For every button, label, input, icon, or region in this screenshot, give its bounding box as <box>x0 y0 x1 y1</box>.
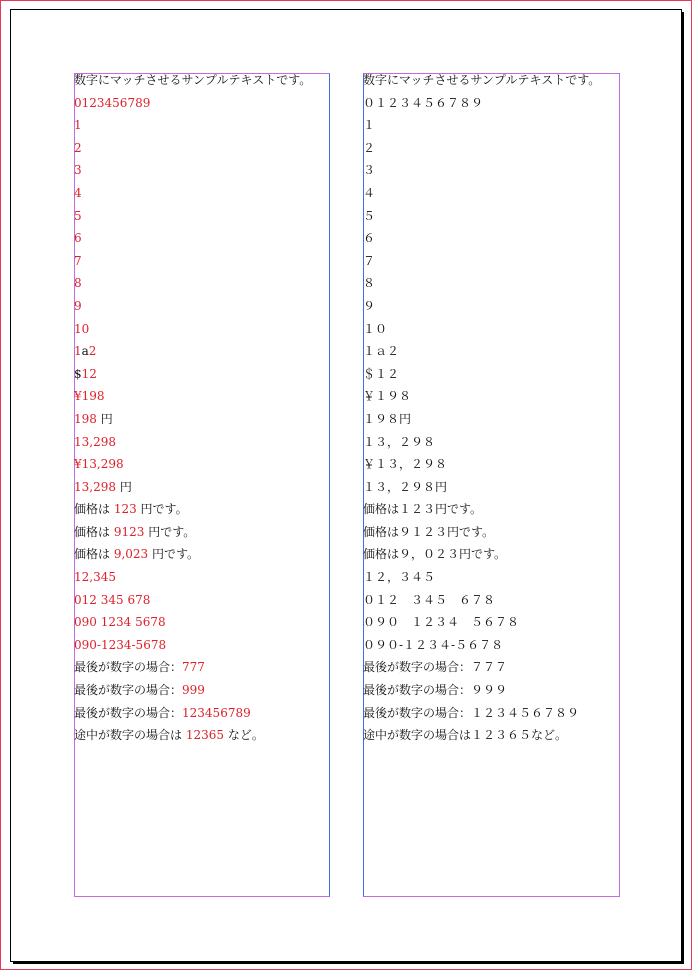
right-text-line: １ <box>363 118 376 133</box>
left-text-line <box>74 521 328 544</box>
left-text-line <box>74 318 328 341</box>
text-run: 数字にマッチさせるサンプルテキストです。 <box>74 73 312 87</box>
highlighted-number: 13,298 <box>74 479 116 494</box>
right-text-line: ￥１９８ <box>363 389 412 404</box>
highlighted-number: ¥198 <box>74 389 105 404</box>
left-text-line <box>74 611 328 634</box>
left-column-text <box>74 69 328 747</box>
right-text-line: １３，２９８ <box>363 434 436 449</box>
left-text-line <box>74 408 328 431</box>
highlighted-number: 123 <box>113 502 137 517</box>
highlighted-number: 13,298 <box>74 434 116 449</box>
highlighted-number: 1 <box>74 118 82 133</box>
left-text-line <box>74 159 328 182</box>
left-text-line <box>74 295 328 318</box>
right-text-line: １０ <box>363 321 388 336</box>
right-text-line: １２，３４５ <box>363 570 436 585</box>
right-text-line: 最後が数字の場合：７７７ <box>363 660 508 675</box>
right-text-line: ７ <box>363 253 376 268</box>
highlighted-number: 1 <box>74 344 82 359</box>
highlighted-number: 012 345 678 <box>74 592 151 607</box>
text-run: 価格は <box>74 524 114 539</box>
left-text-line <box>74 453 328 476</box>
right-text-line: 価格は９１２３円です。 <box>363 524 495 539</box>
text-run: $ <box>74 366 82 381</box>
right-text-line: 最後が数字の場合：１２３４５６７８９ <box>363 705 580 720</box>
left-text-line <box>74 69 328 92</box>
highlighted-number: 3 <box>74 163 82 178</box>
highlighted-number: 12,345 <box>74 570 116 585</box>
left-text-line <box>74 724 328 747</box>
text-run: 最後が数字の場合： <box>74 683 183 698</box>
highlighted-number: 5 <box>74 208 82 223</box>
left-text-line <box>74 543 328 566</box>
left-text-line <box>74 250 328 273</box>
text-run: など。 <box>224 728 264 743</box>
highlighted-number: 9 <box>74 298 82 313</box>
left-text-line <box>74 227 328 250</box>
right-text-line: ０９０-１２３４-５６７８ <box>363 637 504 652</box>
highlighted-number: 0123456789 <box>74 95 151 110</box>
highlighted-number: 7 <box>74 253 82 268</box>
right-text-line: ０１２ ３４５ ６７８ <box>363 592 496 607</box>
right-text-line: 数字にマッチさせるサンプルテキストです。 <box>363 73 601 87</box>
highlighted-number: 2 <box>88 344 97 359</box>
text-run: 円 <box>96 411 113 426</box>
highlighted-number: ¥13,298 <box>74 457 124 472</box>
right-text-line: ０９０ １２３４ ５６７８ <box>363 615 520 630</box>
left-text-line <box>74 385 328 408</box>
right-text-line: 価格は１２３円です。 <box>363 502 483 517</box>
right-text-line: １ａ２ <box>363 344 400 359</box>
highlighted-number: 123456789 <box>182 705 251 720</box>
left-text-line <box>74 182 328 205</box>
right-text-line: ４ <box>363 185 376 200</box>
text-run: 途中が数字の場合は <box>74 728 186 743</box>
highlighted-number: 12365 <box>185 728 225 743</box>
left-text-line <box>74 679 328 702</box>
highlighted-number: 777 <box>182 660 205 675</box>
text-run: a <box>81 344 89 359</box>
text-run: 円です。 <box>136 502 188 517</box>
highlighted-number: 6 <box>74 231 82 246</box>
right-text-line: １３，２９８円 <box>363 479 448 494</box>
right-text-line: ２ <box>363 140 376 155</box>
left-text-line <box>74 702 328 725</box>
left-text-line <box>74 589 328 612</box>
left-text-line <box>74 656 328 679</box>
text-run: 価格は <box>74 502 114 517</box>
left-text-line <box>74 137 328 160</box>
left-text-line <box>74 340 328 363</box>
left-text-line <box>74 498 328 521</box>
highlighted-number: 12 <box>81 366 97 381</box>
left-text-line <box>74 272 328 295</box>
highlighted-number: 9123 <box>113 524 145 539</box>
right-text-line: ９ <box>363 298 376 313</box>
highlighted-number: 2 <box>74 140 82 155</box>
left-text-line <box>74 92 328 115</box>
text-run: 円 <box>116 479 132 494</box>
text-run: 円です。 <box>148 547 200 562</box>
highlighted-number: 090-1234-5678 <box>74 637 167 652</box>
highlighted-number: 4 <box>74 185 82 200</box>
left-text-line <box>74 431 328 454</box>
right-text-line: ￥１３，２９８ <box>363 457 448 472</box>
highlighted-number: 9,023 <box>113 547 149 562</box>
text-run: 最後が数字の場合： <box>74 705 183 720</box>
right-text-line: 途中が数字の場合は１２３６５など。 <box>363 728 568 743</box>
right-text-line: ６ <box>363 231 376 246</box>
right-text-line: １９８円 <box>363 411 412 426</box>
text-run: 円です。 <box>144 524 196 539</box>
right-text-line: 価格は９，０２３円です。 <box>363 547 507 562</box>
text-run: 最後が数字の場合： <box>74 660 183 675</box>
left-text-line <box>74 114 328 137</box>
highlighted-number: 8 <box>74 276 82 291</box>
highlighted-number: 999 <box>182 683 205 698</box>
right-text-line: ０１２３４５６７８９ <box>363 95 484 110</box>
left-text-line <box>74 205 328 228</box>
left-text-line <box>74 634 328 657</box>
right-text-line: ５ <box>363 208 376 223</box>
left-text-line <box>74 476 328 499</box>
highlighted-number: 198 <box>74 411 97 426</box>
highlighted-number: 090 1234 5678 <box>74 615 166 630</box>
text-run: 価格は <box>74 547 114 562</box>
right-text-line: ３ <box>363 163 376 178</box>
right-text-line: 最後が数字の場合：９９９ <box>363 683 508 698</box>
left-text-line <box>74 566 328 589</box>
right-text-line: ＄１２ <box>363 366 400 381</box>
right-text-line: ８ <box>363 276 376 291</box>
highlighted-number: 10 <box>74 321 90 336</box>
right-column-text <box>363 69 619 747</box>
left-text-line <box>74 363 328 386</box>
